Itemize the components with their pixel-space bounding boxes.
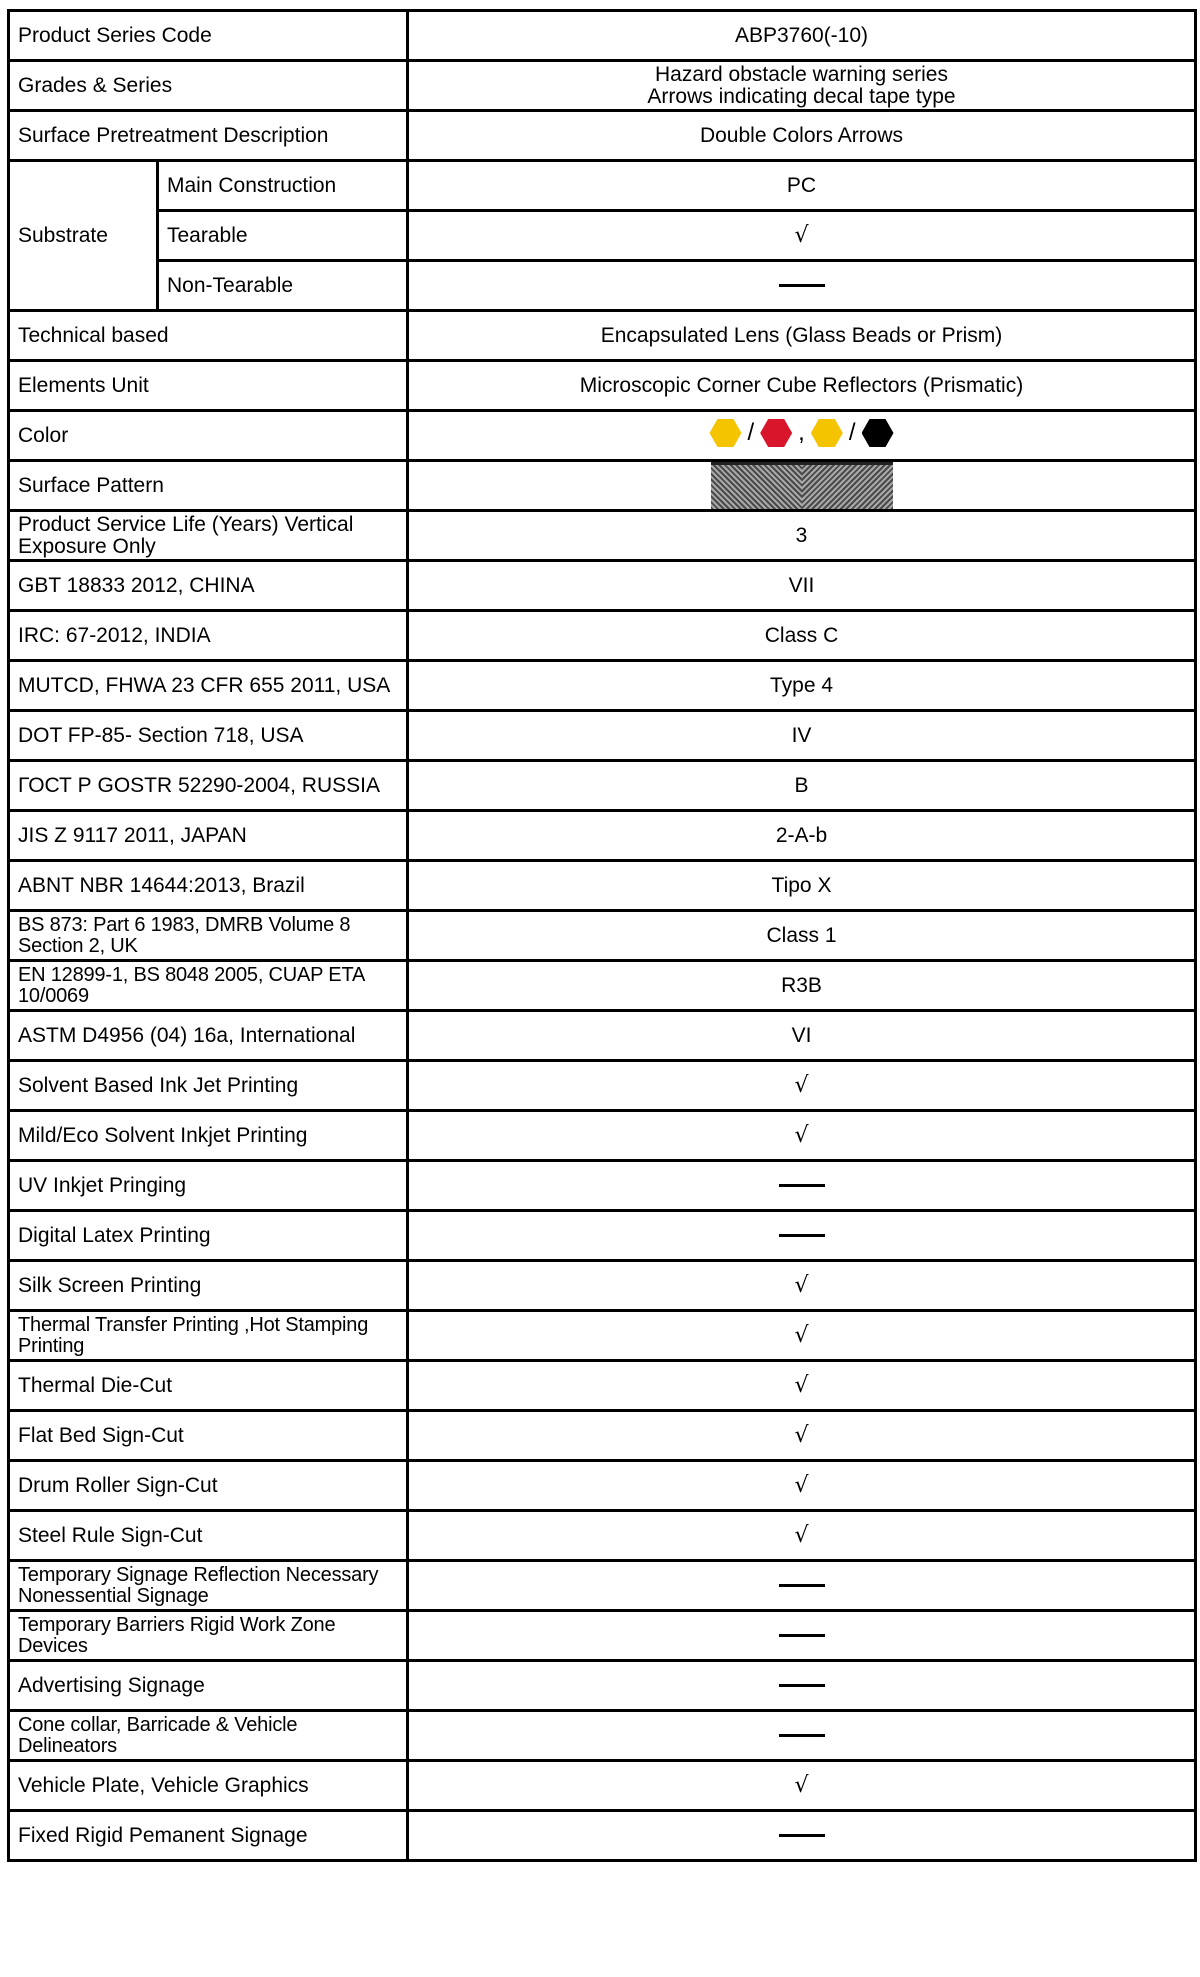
row-value: 3 [408, 511, 1196, 561]
red-hexagon-icon [760, 419, 792, 447]
row-label: Mild/Eco Solvent Inkjet Printing [9, 1111, 408, 1161]
table-row [9, 1261, 1196, 1311]
row-value: VI [408, 1011, 1196, 1061]
row-surface-pattern [9, 461, 1196, 511]
table-row [9, 1061, 1196, 1111]
row-label: UV Inkjet Pringing [9, 1161, 408, 1211]
row-value [408, 1711, 1196, 1761]
row-label: MUTCD, FHWA 23 CFR 655 2011, USA [9, 661, 408, 711]
table-row [9, 1611, 1196, 1661]
row-label: GBT 18833 2012, CHINA [9, 561, 408, 611]
label-line-2: 10/0069 [18, 984, 89, 1007]
black-hexagon-icon [862, 419, 894, 447]
row-label: JIS Z 9117 2011, JAPAN [9, 811, 408, 861]
row-label: Product Series Code [9, 11, 408, 61]
check-icon: √ [794, 1072, 809, 1098]
check-icon: √ [794, 1472, 809, 1498]
check-icon: √ [794, 1772, 809, 1798]
row-value [408, 1761, 1196, 1811]
row-value: B [408, 761, 1196, 811]
row-label [9, 911, 408, 961]
value-line-1: Hazard obstacle warning series [655, 62, 948, 86]
row-value [408, 1311, 1196, 1361]
row-label [9, 1711, 408, 1761]
check-icon: √ [794, 1272, 809, 1298]
row-label: Technical based [9, 311, 408, 361]
row-value: 2-A-b [408, 811, 1196, 861]
row-value [408, 1361, 1196, 1411]
row-label: Advertising Signage [9, 1661, 408, 1711]
row-label: Non-Tearable [158, 261, 408, 311]
row-label: Vehicle Plate, Vehicle Graphics [9, 1761, 408, 1811]
dash-icon [779, 1234, 825, 1237]
separator-slash: / [747, 419, 755, 446]
row-label: Digital Latex Printing [9, 1211, 408, 1261]
dash-icon [779, 1834, 825, 1837]
row-label: Color [9, 411, 408, 461]
row-substrate-tearable [9, 211, 1196, 261]
dash-icon [779, 1634, 825, 1637]
check-icon: √ [794, 1322, 809, 1348]
table-row [9, 911, 1196, 961]
value-line-2: Arrows indicating decal tape type [647, 84, 956, 108]
row-elements-unit [9, 361, 1196, 411]
row-label [9, 1561, 408, 1611]
label-line-1: Temporary Signage Reflection Necessary [18, 1563, 379, 1586]
separator-slash: / [848, 419, 856, 446]
row-value [408, 211, 1196, 261]
row-value [408, 1611, 1196, 1661]
label-line-1: EN 12899-1, BS 8048 2005, CUAP ETA [18, 963, 366, 986]
table-row [9, 711, 1196, 761]
row-value [408, 61, 1196, 111]
row-surface-pretreatment [9, 111, 1196, 161]
row-value [408, 1211, 1196, 1261]
row-label: Thermal Die-Cut [9, 1361, 408, 1411]
label-line-2: Devices [18, 1634, 88, 1657]
row-label: Drum Roller Sign-Cut [9, 1461, 408, 1511]
check-icon: √ [794, 1422, 809, 1448]
dash-icon [779, 284, 825, 287]
row-value [408, 261, 1196, 311]
row-value: Encapsulated Lens (Glass Beads or Prism) [408, 311, 1196, 361]
check-icon: √ [794, 1372, 809, 1398]
row-label: Tearable [158, 211, 408, 261]
row-label: IRC: 67-2012, INDIA [9, 611, 408, 661]
check-icon: √ [794, 1122, 809, 1148]
row-label: ASTM D4956 (04) 16a, International [9, 1011, 408, 1061]
color-swatches [709, 419, 893, 447]
row-value [408, 1411, 1196, 1461]
dash-icon [779, 1734, 825, 1737]
table-row [9, 1761, 1196, 1811]
table-row [9, 761, 1196, 811]
product-spec-table [7, 9, 1197, 1862]
row-label: Surface Pretreatment Description [9, 111, 408, 161]
table-row [9, 1511, 1196, 1561]
yellow-hexagon-icon [709, 419, 741, 447]
row-label: Main Construction [158, 161, 408, 211]
label-line-1: Thermal Transfer Printing ,Hot Stamping [18, 1313, 369, 1336]
label-line-2: Section 2, UK [18, 934, 138, 957]
row-label: Surface Pattern [9, 461, 408, 511]
label-line-2: Delineators [18, 1734, 117, 1757]
yellow-hexagon-icon [811, 419, 843, 447]
row-value: Type 4 [408, 661, 1196, 711]
row-service-life [9, 511, 1196, 561]
table-row [9, 561, 1196, 611]
row-value: Double Colors Arrows [408, 111, 1196, 161]
dash-icon [779, 1684, 825, 1687]
row-technical-based [9, 311, 1196, 361]
table-row [9, 1711, 1196, 1761]
row-value: IV [408, 711, 1196, 761]
row-value [408, 1511, 1196, 1561]
row-value: Microscopic Corner Cube Reflectors (Prismatic) [408, 361, 1196, 411]
row-label: Steel Rule Sign-Cut [9, 1511, 408, 1561]
row-value: Class 1 [408, 911, 1196, 961]
row-value [408, 411, 1196, 461]
row-value [408, 1561, 1196, 1611]
row-label: DOT FP-85- Section 718, USA [9, 711, 408, 761]
label-line-1: BS 873: Part 6 1983, DMRB Volume 8 [18, 913, 351, 936]
row-value: VII [408, 561, 1196, 611]
substrate-group-label: Substrate [9, 161, 158, 311]
label-line-1: Cone collar, Barricade & Vehicle [18, 1713, 298, 1736]
check-icon: √ [794, 1522, 809, 1548]
row-value [408, 1061, 1196, 1111]
row-label [9, 961, 408, 1011]
label-line-2: Printing [18, 1334, 85, 1357]
label-line-2: Exposure Only [18, 534, 156, 558]
dash-icon [779, 1184, 825, 1187]
table-row [9, 1661, 1196, 1711]
row-value: ABP3760(-10) [408, 11, 1196, 61]
row-value [408, 1261, 1196, 1311]
table-row [9, 1461, 1196, 1511]
row-label [9, 1311, 408, 1361]
row-value [408, 1161, 1196, 1211]
table-row [9, 1411, 1196, 1461]
table-row [9, 1561, 1196, 1611]
table-row [9, 1011, 1196, 1061]
row-value [408, 461, 1196, 511]
row-label [9, 511, 408, 561]
row-value: Class C [408, 611, 1196, 661]
table-row [9, 611, 1196, 661]
row-label [9, 1611, 408, 1661]
row-value: PC [408, 161, 1196, 211]
herringbone-pattern-icon [711, 462, 893, 509]
table-row [9, 1811, 1196, 1861]
row-label: Elements Unit [9, 361, 408, 411]
table-row [9, 1311, 1196, 1361]
row-label: Fixed Rigid Pemanent Signage [9, 1811, 408, 1861]
row-value [408, 1461, 1196, 1511]
table-row [9, 1161, 1196, 1211]
check-icon: √ [794, 222, 809, 248]
row-label: Silk Screen Printing [9, 1261, 408, 1311]
row-color [9, 411, 1196, 461]
row-label: ГОСТ Р GOSTR 52290-2004, RUSSIA [9, 761, 408, 811]
row-substrate-non-tearable [9, 261, 1196, 311]
row-value: Tipo X [408, 861, 1196, 911]
label-line-1: Temporary Barriers Rigid Work Zone [18, 1613, 336, 1636]
row-value [408, 1111, 1196, 1161]
row-product-series-code [9, 11, 1196, 61]
row-label: Solvent Based Ink Jet Printing [9, 1061, 408, 1111]
row-value [408, 1661, 1196, 1711]
row-value: R3B [408, 961, 1196, 1011]
row-substrate-main-construction [9, 161, 1196, 211]
label-line-2: Nonessential Signage [18, 1584, 209, 1607]
table-row [9, 661, 1196, 711]
table-row [9, 1111, 1196, 1161]
table-row [9, 1361, 1196, 1411]
row-label: Grades & Series [9, 61, 408, 111]
table-row [9, 861, 1196, 911]
dash-icon [779, 1584, 825, 1587]
row-grades-series [9, 61, 1196, 111]
row-label: Flat Bed Sign-Cut [9, 1411, 408, 1461]
table-row [9, 1211, 1196, 1261]
row-value [408, 1811, 1196, 1861]
separator-comma: , [798, 419, 805, 446]
label-line-1: Product Service Life (Years) Vertical [18, 512, 354, 536]
row-label: ABNT NBR 14644:2013, Brazil [9, 861, 408, 911]
table-row [9, 811, 1196, 861]
table-row [9, 961, 1196, 1011]
